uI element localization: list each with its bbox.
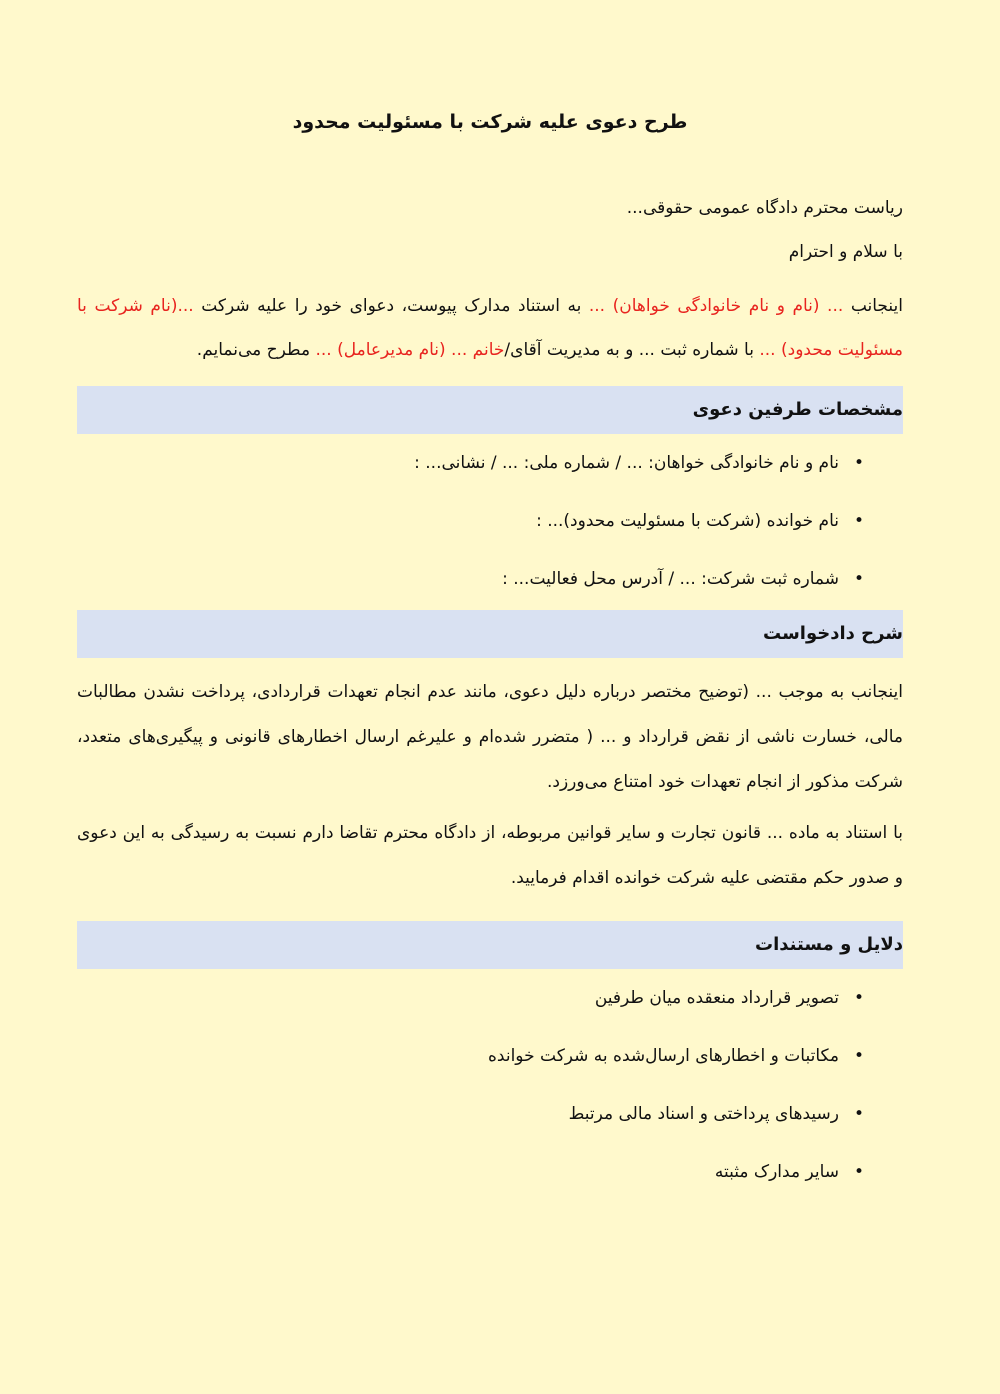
company-name-placeholder: ...(نام شرکت با مسئولیت محدود) ... — [77, 296, 903, 360]
evidence-list — [77, 969, 903, 1201]
list-item: • نام و نام خانوادگی خواهان: ... / شماره ملی: ... / نشانی... : — [77, 434, 903, 492]
intro-text-3: با شماره ثبت ... و به مدیریت آقای/ — [504, 340, 760, 360]
evidence-section-heading: دلایل و مستندات — [77, 921, 903, 969]
plaintiff-name-placeholder: ... (نام و نام خانوادگی خواهان) ... — [588, 296, 844, 316]
list-item: • رسیدهای پرداختی و اسناد مالی مرتبط — [77, 1085, 903, 1143]
intro-text-4: مطرح می‌نمایم. — [196, 340, 316, 360]
list-item: • نام خوانده (شرکت با مسئولیت محدود)... : — [77, 492, 903, 550]
intro-text-1: اینجانب — [843, 296, 903, 316]
intro-text-2: به استناد مدارک پیوست، دعوای خود را علیه شرکت — [193, 296, 589, 316]
parties-list — [77, 434, 903, 602]
list-item: • شماره ثبت شرکت: ... / آدرس محل فعالیت... : — [77, 550, 903, 602]
intro-paragraph — [77, 284, 903, 372]
list-item: • سایر مدارک مثبته — [77, 1143, 903, 1201]
claim-paragraph-1: اینجانب به موجب ... (توضیح مختصر درباره دلیل دعوی، مانند عدم انجام تعهدات قراردادی، پرداخت نشدن مطالبات مالی، خسارت ناشی از نقض قرارداد و ... ( متضرر شده‌ام و علیرغم ارسال اخطارهای قانونی و پیگیری‌های متعدد، شرکت مذکور از انجام تعهدات خود امتناع می‌ورزد. — [77, 682, 903, 792]
salutation-line-2: با سلام و احترام — [788, 242, 903, 262]
claim-paragraph-2: با استناد به ماده ... قانون تجارت و سایر قوانین مربوطه، از دادگاه محترم تقاضا دارم نسبت به رسیدگی به این دعوی و صدور حکم مقتضی علیه شرکت خوانده اقدام فرمایید. — [77, 823, 903, 888]
salutation — [77, 186, 903, 274]
parties-section-heading: مشخصات طرفین دعوی — [77, 386, 903, 434]
manager-name-placeholder: خانم ... (نام مدیرعامل) ... — [315, 340, 505, 360]
list-item: • مکاتبات و اخطارهای ارسال‌شده به شرکت خوانده — [77, 1027, 903, 1085]
salutation-line-1: ریاست محترم دادگاه عمومی حقوقی... — [626, 198, 903, 218]
list-item: • تصویر قرارداد منعقده میان طرفین — [77, 969, 903, 1027]
claim-section-heading: شرح دادخواست — [77, 610, 903, 658]
document-title: طرح دعوی علیه شرکت با مسئولیت محدود — [292, 111, 688, 133]
